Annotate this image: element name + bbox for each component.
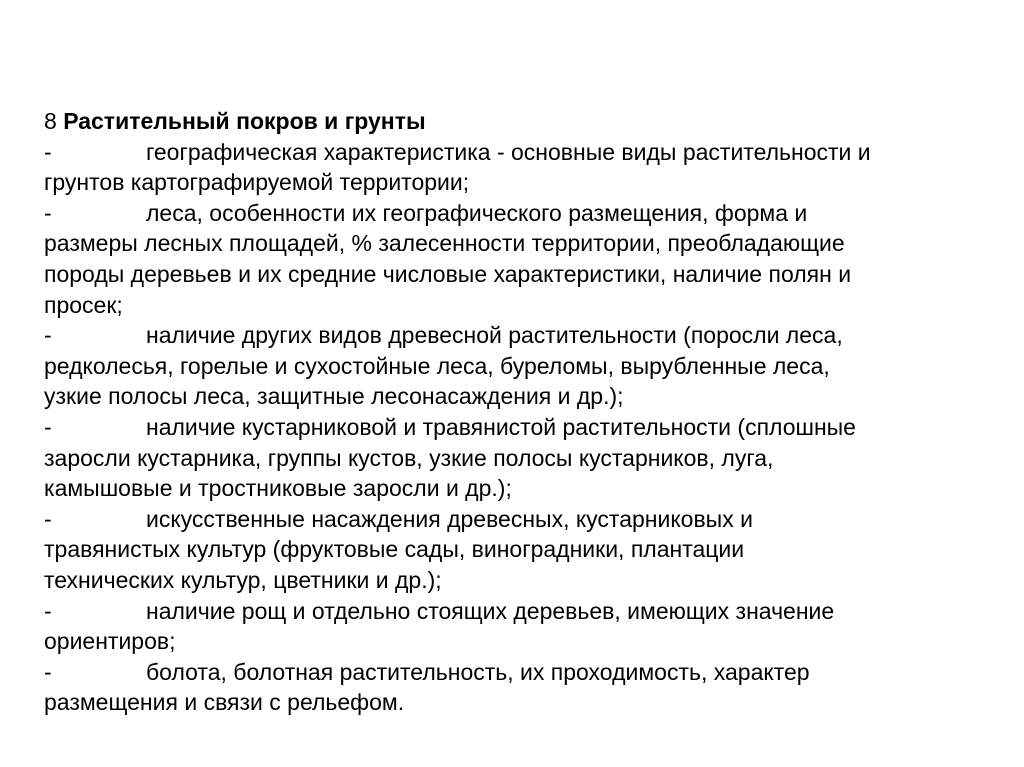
list-item-text: болота, болотная растительность, их проходимость, характер: [146, 658, 810, 685]
text-block: [44, 106, 984, 718]
list-item-line: технических культур, цветники и др.);: [44, 566, 442, 593]
list-item-text: географическая характеристика - основные виды растительности и: [146, 138, 871, 165]
list-item-text: наличие рощ и отдельно стоящих деревьев, имеющих значение: [146, 597, 835, 624]
list-item-text: леса, особенности их географического размещения, форма и: [146, 199, 808, 226]
list-item-line: узкие полосы леса, защитные лесонасаждения и др.);: [44, 383, 624, 410]
bullet-dash: -: [44, 138, 52, 165]
bullet-dash: -: [44, 597, 52, 624]
list-item-line: грунтов картографируемой территории;: [44, 169, 470, 196]
list-item-line: [44, 504, 984, 535]
list-item-line: размещения и связи с рельефом.: [44, 689, 405, 716]
list-item: [44, 596, 984, 657]
section-title: Растительный покров и грунты: [63, 108, 426, 134]
list-item-line: размеры лесных площадей, % залесенности территории, преобладающие: [44, 230, 845, 257]
list-item-line: [44, 320, 984, 351]
list-item: [44, 504, 984, 596]
bullet-dash: -: [44, 505, 52, 532]
list-item: [44, 320, 984, 412]
list-item-line: ориентиров;: [44, 628, 176, 655]
list-item-line: заросли кустарника, группы кустов, узкие полосы кустарников, луга,: [44, 444, 774, 471]
list-item-line: породы деревьев и их средние числовые характеристики, наличие полян и: [44, 260, 852, 287]
list-item-text: искусственные насаждения древесных, кустарниковых и: [146, 505, 753, 532]
bullet-dash: -: [44, 322, 52, 349]
list-item-line: редколесья, горелые и сухостойные леса, буреломы, вырубленные леса,: [44, 352, 830, 379]
list-item-line: камышовые и тростниковые заросли и др.);: [44, 475, 512, 502]
list-item: [44, 412, 984, 504]
list-item-line: [44, 657, 984, 688]
list-item-line: травянистых культур (фруктовые сады, виноградники, плантации: [44, 536, 745, 563]
bullet-dash: -: [44, 658, 52, 685]
list-item-text: наличие других видов древесной растительности (поросли леса,: [146, 322, 843, 349]
section-number: 8: [44, 108, 57, 134]
bullet-dash: -: [44, 199, 52, 226]
list-item: [44, 137, 984, 198]
list-item-line: [44, 198, 984, 229]
list-item-text: наличие кустарниковой и травянистой растительности (сплошные: [146, 413, 856, 440]
section-heading: [44, 106, 984, 137]
list-item-line: [44, 137, 984, 168]
list-item-line: просек;: [44, 291, 123, 318]
list-item: [44, 657, 984, 718]
list-item-line: [44, 596, 984, 627]
list-item-line: [44, 412, 984, 443]
list-item: [44, 198, 984, 320]
bullet-dash: -: [44, 413, 52, 440]
